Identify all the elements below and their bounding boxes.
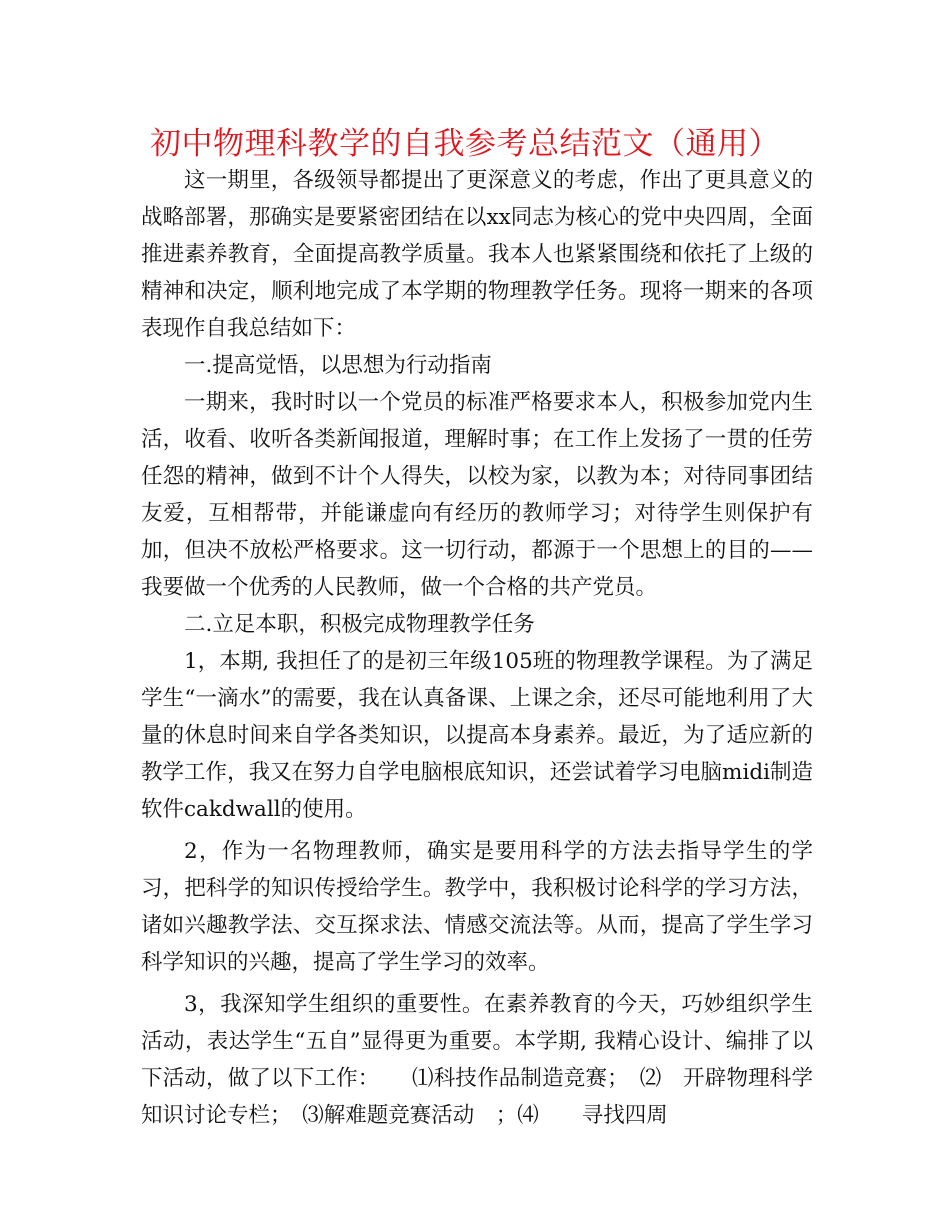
section-heading-1: 一.提高觉悟，以思想为行动指南 <box>184 353 492 378</box>
document-title: 初中物理科教学的自我参考总结范文（通用） <box>150 126 780 162</box>
intro-paragraph: 这一期里，各级领导都提出了更深意义的考虑，作出了更具意义的战略部署，那确实是要紧密团结在以xx同志为核心的党中央四周，全面推进素养教育，全面提高教学质量。我本人也紧紧围绕和依托了上级的精神和决定，顺利地完成了本学期的物理教学任务。现将一期来的各项表现作自我总结如下： <box>141 168 813 341</box>
section-1-paragraph: 一期来，我时时以一个党员的标准严格要求本人，积极参加党内生活，收看、收听各类新闻报道，理解时事；在工作上发扬了一贯的任劳任怨的精神，做到不计个人得失，以校为家，以教为本；对待同事团结友爱，互相帮带，并能谦虚向有经历的教师学习；对待学生则保护有加，但决不放松严格要求。这一切行动，都源于一个思想上的目的——我要做一个优秀的人民教师，做一个合格的共产党员。 <box>141 390 813 600</box>
document-body <box>141 162 813 1134</box>
section-2-item-1: 1，本期, 我担任了的是初三年级105班的物理教学课程。为了满足学生“一滴水”的需要，我在认真备课、上课之余，还尽可能地利用了大量的休息时间来自学各类知识，以提高本身素养。最近，为了适应新的教学工作，我又在努力自学电脑根底知识，还尝试着学习电脑midi制造软件cakdwall的使用。 <box>141 649 813 822</box>
section-2-item-2: 2，作为一名物理教师，确实是要用科学的方法去指导学生的学习，把科学的知识传授给学生。教学中，我积极讨论科学的学习方法，诸如兴趣教学法、交互探求法、情感交流法等。从而，提高了学生学习科学知识的兴趣，提高了学生学习的效率。 <box>141 839 813 975</box>
section-2-item-3: 3，我深知学生组织的重要性。在素养教育的今天，巧妙组织学生活动，表达学生“五自”显得更为重要。本学期, 我精心设计、编排了以下活动，做了以下工作： ⑴科技作品制造竞赛； ⑵ 开辟物理科学知识讨论专栏； ⑶解难题竞赛活动 ；⑷ 寻找四周 <box>141 992 813 1128</box>
section-heading-2: 二.立足本职，积极完成物理教学任务 <box>184 612 535 637</box>
